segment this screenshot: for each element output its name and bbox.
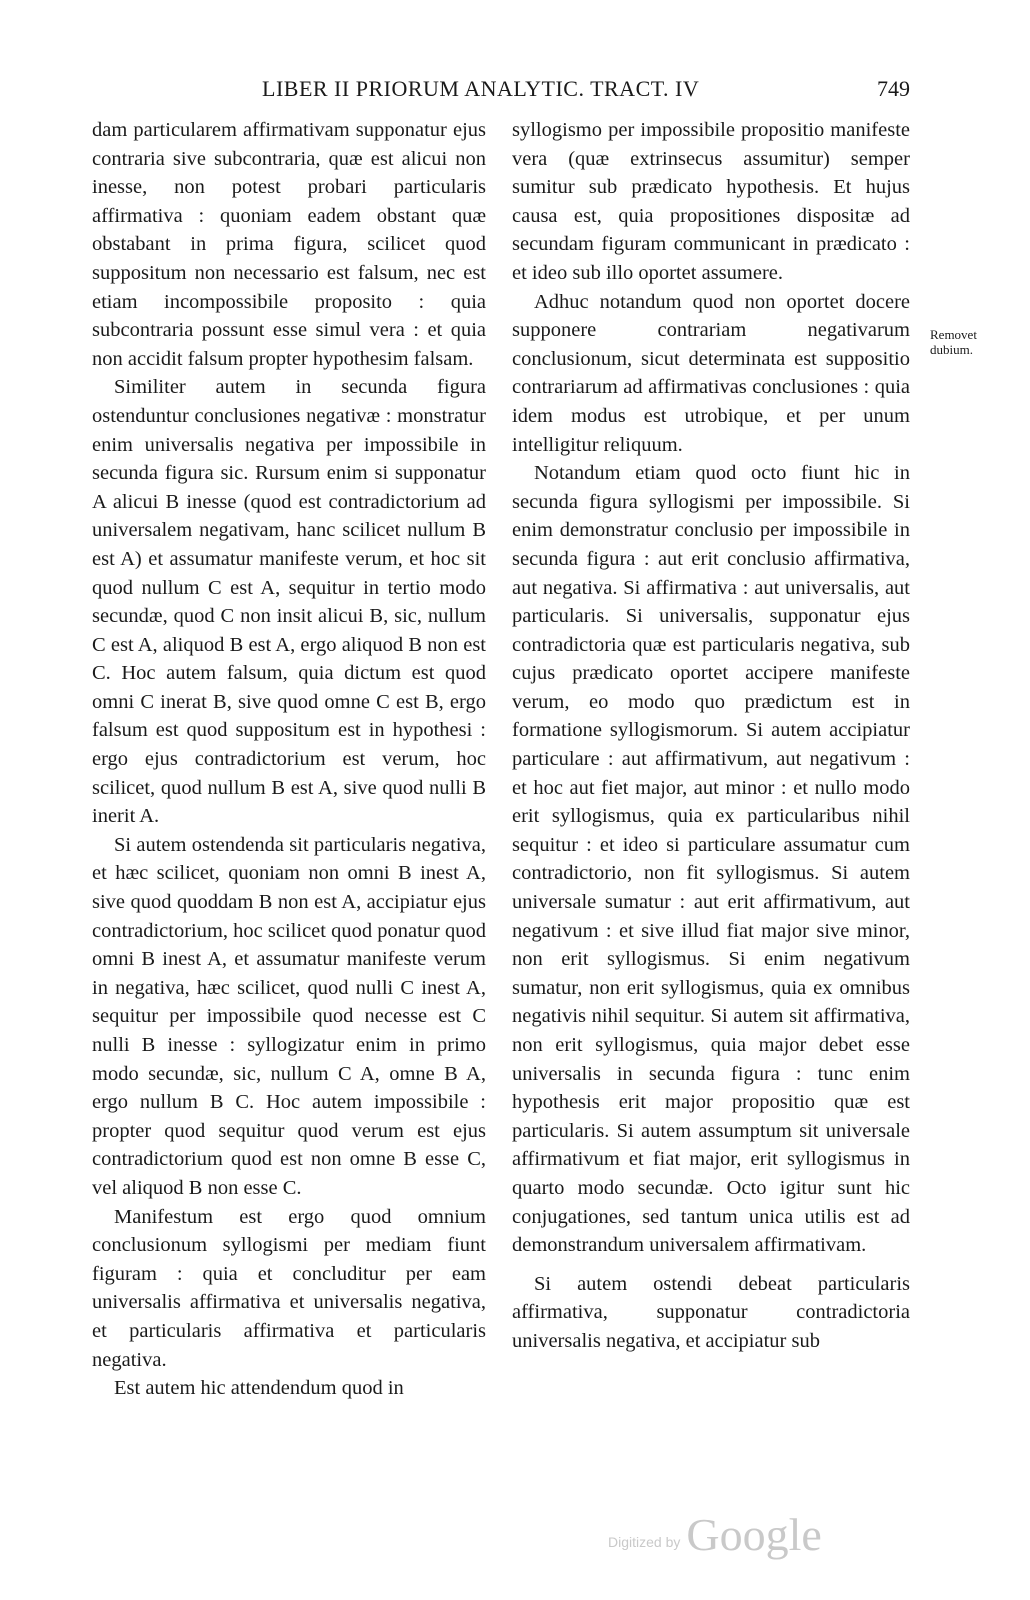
left-paragraph-3: Si autem ostendenda sit particularis negativa, et hæc scilicet, quoniam non omni B inest A, sive quod quoddam B non est A, accipiatur ejus contradictorium, hoc scilicet quod ponatur quod omni B inest A, et assumatur manifeste verum in negativa, hæc scilicet, quod nulli C inest A, sequitur per impossibile quod necesse est C nulli B inesse : syllogizatur enim in primo modo secundæ, sic, nullum C A, omne B A, ergo nullum B C. Hoc autem impossibile : propter quod sequitur quod verum est ejus contradictorium quod est non omne B esse C, vel aliquod B non esse C.	[92, 833, 486, 1199]
right-paragraph-1: syllogismo per impossibile propositio manifeste vera (quæ extrinsecus assumitur) semper sumitur sub prædicato hypothesis. Et hujus causa est, quia propositiones dispositæ ad secundam figuram communicant in prædicato : et ideo sub illo oportet assumere.	[512, 119, 910, 284]
running-title: LIBER II PRIORUM ANALYTIC. TRACT. IV	[262, 76, 700, 101]
right-column	[512, 116, 910, 1356]
watermark-prefix: Digitized by	[608, 1534, 681, 1550]
digitized-watermark	[608, 1500, 822, 1560]
google-logo: Google	[686, 1509, 822, 1560]
right-paragraph-4: Si autem ostendi debeat particularis affirmativa, supponatur contradictoria universalis negativa, et accipiatur sub	[512, 1272, 910, 1352]
left-paragraph-2: Similiter autem in secunda figura ostenduntur conclusiones negativæ : monstratur enim universalis negativa per impossibile in secunda figura sic. Rursum enim si supponatur A alicui B inesse (quod est contradictorium ad universalem negativam, hanc scilicet nullum B est A) et assumatur manifeste verum, et hoc sit quod nullum C est A, sequitur in tertio modo secundæ, quod C non insit alicui B, sic, nullum C est A, aliquod B est A, ergo aliquod B non est C. Hoc autem falsum, quia dictum est quod omni C inerat B, sive quod omne C est B, ergo falsum est quod suppositum est in hypothesi : ergo ejus contradictorium est verum, hoc scilicet, quod nullum B est A, sive quod nulli B inerit A.	[92, 376, 486, 828]
page-header	[92, 76, 910, 106]
left-paragraph-1: dam particularem affirmativam supponatur ejus contraria sive subcontraria, quæ est alicui non inesse, non potest probari particularis affirmativa : quoniam eadem obstant quæ obstabant in prima figura, scilicet quod suppositum non necessario est falsum, nec est etiam incompossibile proposito : quia subcontraria possunt esse simul vera : et quia non accidit falsum propter hypothesim falsam.	[92, 119, 486, 370]
left-paragraph-4: Manifestum est ergo quod omnium conclusionum syllogismi per mediam fiunt figuram : quia et concluditur per eam universalis affirmativa et universalis negativa, et particularis affirmativa et particularis negativa.	[92, 1205, 486, 1371]
left-paragraph-5: Est autem hic attendendum quod in	[114, 1377, 404, 1400]
page-number: 749	[877, 76, 910, 101]
right-paragraph-3: Notandum etiam quod octo fiunt hic in secunda figura syllogismi per impossibile. Si enim demonstratur conclusio per impossibile in secunda figura : aut erit conclusio affirmativa, aut negativa. Si affirmativa : aut universalis, aut particularis. Si universalis, supponatur ejus contradictoria quæ est particularis negativa, sub cujus prædicato oportet accipere manifeste verum, eo modo quo prædictum est in formatione syllogismorum. Si autem accipiatur particulare : aut affirmativum, aut negativum : et hoc aut fiet major, aut minor : et nullo modo erit syllogismus, quia ex particularibus nihil sequitur : et ideo si particulare assumatur cum contradictorio, non fit syllogismus. Si autem universale sumatur : aut erit affirmativum, aut negativum : et sive illud fiat major sive minor, non erit syllogismus. Si enim negativum sumatur, non erit syllogismus, quia ex omnibus negativis nihil sequitur. Si autem sit affirmativa, non erit syllogismus, quia major debet esse universalis in secunda figura : tunc enim hypothesis erit major propositio quæ est particularis. Si autem assumptum sit universale affirmativum et fiat major, erit syllogismus in quarto modo secundæ. Octo igitur sunt hic conjugationes, sed tantum unica utilis est ad demonstrandum universalem affirmativam.	[512, 462, 910, 1257]
left-column	[92, 116, 486, 1403]
right-paragraph-2: Adhuc notandum quod non oportet docere supponere contrariam negativarum conclusionum, sicut determinata est suppositio contrariarum ad affirmativas conclusiones : quia idem modus est utrobique, et per unum intelligitur reliquum.	[512, 290, 910, 456]
marginal-note: Removet dubium.	[930, 327, 977, 357]
